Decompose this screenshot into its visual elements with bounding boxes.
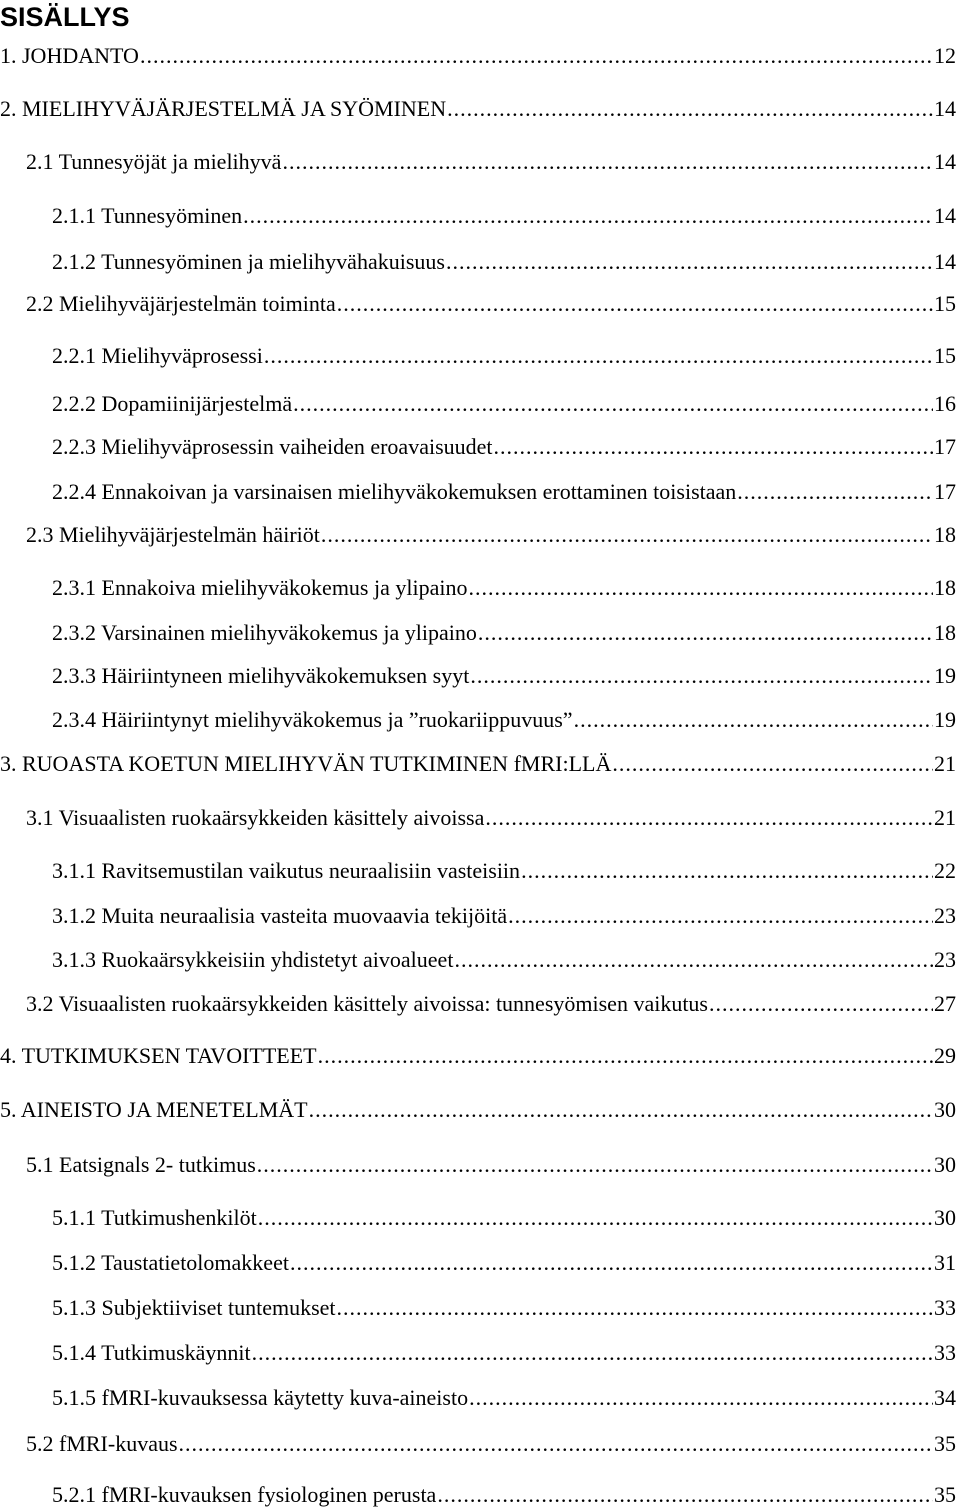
toc-page-number: 18 xyxy=(934,522,956,547)
toc-page-number: 22 xyxy=(934,858,956,883)
toc-entry-label: 2.2.4 Ennakoivan ja varsinaisen mielihyväkokemuksen erottaminen toisistaan xyxy=(52,479,737,504)
toc-leader-dots xyxy=(737,478,933,506)
toc-page-number: 33 xyxy=(934,1295,956,1320)
toc-entry-label: 2.1 Tunnesyöjät ja mielihyvä xyxy=(26,149,282,174)
toc-leader-dots xyxy=(468,574,933,602)
toc-entry-label: 3.2 Visuaalisten ruokaärsykkeiden käsittely aivoissa: tunnesyömisen vaikutus xyxy=(26,991,708,1016)
toc-entry-label: 5.2 fMRI-kuvaus xyxy=(26,1431,178,1456)
toc-leader-dots xyxy=(446,248,933,276)
toc-entry[interactable] xyxy=(0,42,956,70)
toc-entry-label: 5.1 Eatsignals 2- tutkimus xyxy=(26,1152,256,1177)
toc-entry[interactable] xyxy=(26,1430,956,1458)
toc-entry-label: 2.3 Mielihyväjärjestelmän häiriöt xyxy=(26,522,320,547)
toc-page-number: 15 xyxy=(934,291,956,316)
toc-page-number: 17 xyxy=(934,479,956,504)
toc-page-number: 15 xyxy=(934,343,956,368)
toc-entry[interactable] xyxy=(52,574,956,602)
toc-entry-label: 2.2.3 Mielihyväprosessin vaiheiden eroavaisuudet xyxy=(52,434,493,459)
toc-page-number: 23 xyxy=(934,947,956,972)
toc-entry-label: 4. TUTKIMUKSEN TAVOITTEET xyxy=(0,1043,317,1068)
toc-leader-dots xyxy=(337,290,933,318)
toc-page-number: 21 xyxy=(934,751,956,776)
toc-entry[interactable] xyxy=(0,1096,956,1124)
toc-entry[interactable] xyxy=(26,521,956,549)
toc-leader-dots xyxy=(437,1481,933,1509)
toc-page-number: 35 xyxy=(934,1482,956,1507)
toc-page-number: 14 xyxy=(934,203,956,228)
toc-leader-dots xyxy=(321,521,933,549)
toc-leader-dots xyxy=(521,857,933,885)
toc-entry[interactable] xyxy=(52,248,956,276)
toc-entry-label: 5.1.5 fMRI-kuvauksessa käytetty kuva-aineisto xyxy=(52,1385,469,1410)
toc-page-number: 16 xyxy=(934,391,956,416)
toc-leader-dots xyxy=(258,1204,933,1232)
toc-leader-dots xyxy=(709,990,933,1018)
toc-entry-label: 2.2.2 Dopamiinijärjestelmä xyxy=(52,391,293,416)
toc-entry[interactable] xyxy=(52,946,956,974)
toc-entry-label: 3. RUOASTA KOETUN MIELIHYVÄN TUTKIMINEN fMRI:LLÄ xyxy=(0,751,612,776)
toc-entry-label: 5.1.4 Tutkimuskäynnit xyxy=(52,1340,251,1365)
toc-entry[interactable] xyxy=(26,148,956,176)
toc-entry[interactable] xyxy=(0,95,956,123)
toc-leader-dots xyxy=(485,804,933,832)
toc-page-number: 14 xyxy=(934,96,956,121)
toc-page-number: 31 xyxy=(934,1250,956,1275)
page-title: SISÄLLYS xyxy=(0,2,130,32)
toc-page-number: 12 xyxy=(934,43,956,68)
toc-page-number: 17 xyxy=(934,434,956,459)
toc-entry[interactable] xyxy=(52,342,956,370)
toc-entry[interactable] xyxy=(52,478,956,506)
toc-leader-dots xyxy=(470,662,933,690)
toc-entry[interactable] xyxy=(26,990,956,1018)
toc-page-number: 35 xyxy=(934,1431,956,1456)
toc-leader-dots xyxy=(318,1042,933,1070)
toc-leader-dots xyxy=(612,750,933,778)
toc-entry-label: 5. AINEISTO JA MENETELMÄT xyxy=(0,1097,308,1122)
toc-entry[interactable] xyxy=(52,1481,956,1509)
toc-entry-label: 2.1.2 Tunnesyöminen ja mielihyvähakuisuus xyxy=(52,249,445,274)
toc-entry-label: 2.1.1 Tunnesyöminen xyxy=(52,203,243,228)
toc-entry[interactable] xyxy=(52,1294,956,1322)
toc-leader-dots xyxy=(337,1294,933,1322)
toc-leader-dots xyxy=(290,1249,933,1277)
toc-entry-label: 3.1 Visuaalisten ruokaärsykkeiden käsittely aivoissa xyxy=(26,805,485,830)
toc-leader-dots xyxy=(309,1096,933,1124)
toc-page-number: 23 xyxy=(934,903,956,928)
toc-entry[interactable] xyxy=(52,1204,956,1232)
toc-entry[interactable] xyxy=(52,390,956,418)
toc-page-number: 34 xyxy=(934,1385,956,1410)
toc-leader-dots xyxy=(469,1384,933,1412)
toc-leader-dots xyxy=(494,433,933,461)
toc-entry[interactable] xyxy=(52,662,956,690)
toc-leader-dots xyxy=(264,342,933,370)
toc-leader-dots xyxy=(257,1151,933,1179)
toc-entry-label: 2.3.4 Häiriintynyt mielihyväkokemus ja ”ruokariippuvuus” xyxy=(52,707,573,732)
toc-entry[interactable] xyxy=(52,1249,956,1277)
toc-entry-label: 2.2.1 Mielihyväprosessi xyxy=(52,343,263,368)
toc-entry-label: 2.3.2 Varsinainen mielihyväkokemus ja ylipaino xyxy=(52,620,477,645)
toc-entry[interactable] xyxy=(0,750,956,778)
toc-page-number: 19 xyxy=(934,663,956,688)
toc-entry-label: 2.3.3 Häiriintyneen mielihyväkokemuksen syyt xyxy=(52,663,470,688)
toc-leader-dots xyxy=(447,95,933,123)
toc-entry[interactable] xyxy=(52,857,956,885)
toc-leader-dots xyxy=(478,619,933,647)
toc-page-number: 19 xyxy=(934,707,956,732)
toc-page-number: 30 xyxy=(934,1205,956,1230)
toc-page-number: 29 xyxy=(934,1043,956,1068)
toc-entry-label: 5.1.3 Subjektiiviset tuntemukset xyxy=(52,1295,336,1320)
toc-entry[interactable] xyxy=(52,202,956,230)
toc-entry[interactable] xyxy=(26,1151,956,1179)
toc-entry[interactable] xyxy=(52,902,956,930)
toc-entry-label: 2. MIELIHYVÄJÄRJESTELMÄ JA SYÖMINEN xyxy=(0,96,447,121)
toc-entry[interactable] xyxy=(26,804,956,832)
toc-entry-label: 2.3.1 Ennakoiva mielihyväkokemus ja ylipaino xyxy=(52,575,468,600)
toc-page-number: 30 xyxy=(934,1152,956,1177)
toc-page-number: 18 xyxy=(934,620,956,645)
toc-leader-dots xyxy=(140,42,933,70)
toc-leader-dots xyxy=(293,390,933,418)
toc-entry[interactable] xyxy=(52,619,956,647)
toc-entry-label: 3.1.1 Ravitsemustilan vaikutus neuraalisiin vasteisiin xyxy=(52,858,521,883)
toc-entry[interactable] xyxy=(0,1042,956,1070)
toc-leader-dots xyxy=(508,902,933,930)
toc-leader-dots xyxy=(179,1430,933,1458)
toc-entry[interactable] xyxy=(52,706,956,734)
toc-page-number: 14 xyxy=(934,249,956,274)
toc-entry[interactable] xyxy=(52,433,956,461)
toc-entry[interactable] xyxy=(52,1339,956,1367)
toc-page-number: 27 xyxy=(934,991,956,1016)
toc-entry[interactable] xyxy=(52,1384,956,1412)
toc-page-number: 30 xyxy=(934,1097,956,1122)
toc-entry-label: 5.2.1 fMRI-kuvauksen fysiologinen perusta xyxy=(52,1482,437,1507)
toc-page-number: 14 xyxy=(934,149,956,174)
toc-page-number: 21 xyxy=(934,805,956,830)
toc-entry-label: 3.1.3 Ruokaärsykkeisiin yhdistetyt aivoalueet xyxy=(52,947,454,972)
toc-entry[interactable] xyxy=(26,290,956,318)
toc-leader-dots xyxy=(252,1339,933,1367)
toc-page-number: 33 xyxy=(934,1340,956,1365)
toc-entry-label: 3.1.2 Muita neuraalisia vasteita muovaavia tekijöitä xyxy=(52,903,508,928)
toc-leader-dots xyxy=(243,202,933,230)
toc-leader-dots xyxy=(574,706,933,734)
toc-entry-label: 1. JOHDANTO xyxy=(0,43,139,68)
toc-leader-dots xyxy=(282,148,933,176)
toc-entry-label: 2.2 Mielihyväjärjestelmän toiminta xyxy=(26,291,336,316)
toc-entry-label: 5.1.2 Taustatietolomakkeet xyxy=(52,1250,289,1275)
toc-entry-label: 5.1.1 Tutkimushenkilöt xyxy=(52,1205,257,1230)
toc-page-number: 18 xyxy=(934,575,956,600)
toc-leader-dots xyxy=(454,946,933,974)
